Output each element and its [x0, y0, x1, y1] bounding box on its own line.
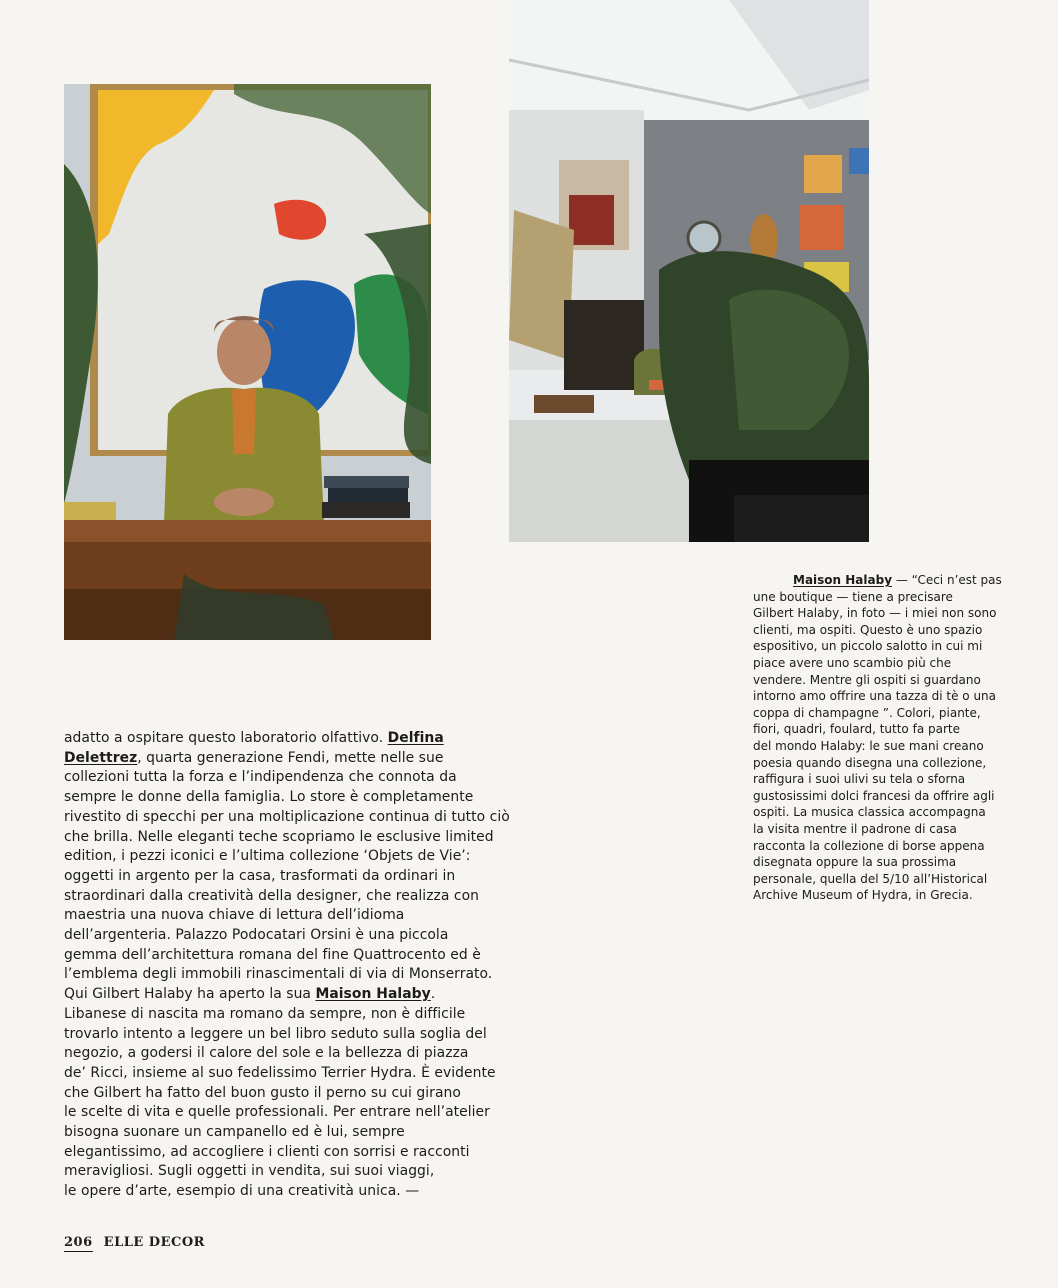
text-run: Libanese di nascita ma romano da sempre, non è difficile — [64, 1005, 466, 1022]
caption-line — [753, 705, 1011, 722]
caption-line — [753, 821, 1011, 838]
text-run: . — [430, 986, 436, 1003]
caption-line — [753, 721, 1011, 738]
publication-name: ELLE DECOR — [103, 1235, 205, 1250]
text-run: che Gilbert ha fatto del buon gusto il perno su cui girano — [64, 1084, 461, 1101]
text-run: clienti, ma ospiti. Questo è uno spazio — [753, 622, 983, 637]
caption-line — [753, 622, 1011, 639]
text-run: elegantissimo, ad accogliere i clienti con sorrisi e racconti — [64, 1143, 470, 1160]
article-line — [64, 1143, 508, 1163]
interior-illustration — [509, 0, 869, 542]
text-run: collezioni tutta la forza e l’indipendenza che connota da — [64, 769, 457, 786]
interior-photo — [509, 0, 869, 542]
article-line — [64, 1123, 508, 1143]
caption-line — [753, 688, 1011, 705]
photo-caption — [753, 572, 1011, 904]
text-run: gustosissimi dolci francesi da offrire agli — [753, 788, 995, 803]
article-line — [64, 965, 508, 985]
text-run: straordinari dalla creatività della designer, che realizza con — [64, 887, 479, 904]
article-line — [64, 946, 508, 966]
text-run: la visita mentre il padrone di casa — [753, 821, 957, 836]
text-run: disegnata oppure la sua prossima — [753, 855, 957, 870]
article-line — [64, 1162, 508, 1182]
bold-name: Maison Halaby — [793, 573, 893, 587]
caption-line — [753, 605, 1011, 622]
text-run: maestria una nuova chiave di lettura dell’idioma — [64, 907, 405, 924]
text-run: raffigura i suoi ulivi su tela o sforna — [753, 772, 966, 787]
article-line — [64, 867, 508, 887]
portrait-photo — [64, 84, 431, 640]
text-run: gemma dell’architettura romana del fine Quattrocento ed è — [64, 946, 481, 963]
text-run: coppa di champagne ”. Colori, piante, — [753, 705, 981, 720]
text-run: rivestito di specchi per una moltiplicazione continua di tutto ciò — [64, 808, 510, 825]
article-line — [64, 729, 508, 749]
bold-name: Delfina — [387, 730, 444, 746]
caption-line — [753, 771, 1011, 788]
text-run: fiori, quadri, foulard, tutto fa parte — [753, 722, 960, 737]
caption-line — [753, 838, 1011, 855]
text-run: Archive Museum of Hydra, in Grecia. — [753, 888, 973, 903]
text-run: negozio, a godersi il calore del sole e la bellezza di piazza — [64, 1045, 469, 1062]
text-run: ospiti. La musica classica accompagna — [753, 805, 986, 820]
article-line — [64, 1025, 508, 1045]
bold-name: Delettrez — [64, 749, 138, 766]
article-line — [64, 808, 508, 828]
caption-line — [753, 589, 1011, 606]
article-line — [64, 768, 508, 788]
text-run: intorno amo offrire una tazza di tè o una — [753, 689, 997, 704]
caption-line — [753, 738, 1011, 755]
article-line — [64, 1103, 508, 1123]
text-run: edition, i pezzi iconici e l’ultima collezione ‘Objets de Vie’: — [64, 848, 471, 865]
text-run: personale, quella del 5/10 all’Historical — [753, 871, 988, 886]
article-line — [64, 828, 508, 848]
text-run: espositivo, un piccolo salotto in cui mi — [753, 639, 983, 654]
text-run: sempre le donne della famiglia. Lo store è completamente — [64, 789, 474, 806]
text-run: oggetti in argento per la casa, trasformati da ordinari in — [64, 867, 456, 884]
text-run: le scelte di vita e quelle professionali. Per entrare nell’atelier — [64, 1104, 490, 1121]
text-run: che brilla. Nelle eleganti teche scopriamo le esclusive limited — [64, 828, 494, 845]
article-line — [64, 985, 508, 1005]
text-run: de’ Ricci, insieme al suo fedelissimo Terrier Hydra. È evidente — [64, 1064, 496, 1081]
text-run: , quarta generazione Fendi, mette nelle sue — [137, 749, 444, 766]
text-run: une boutique — tiene a precisare — [753, 589, 953, 604]
text-run: poesia quando disegna una collezione, — [753, 755, 987, 770]
caption-line — [753, 871, 1011, 888]
article-line — [64, 887, 508, 907]
caption-line — [753, 788, 1011, 805]
article-line — [64, 906, 508, 926]
article-line — [64, 1084, 508, 1104]
caption-line — [753, 854, 1011, 871]
caption-line — [753, 755, 1011, 772]
article-line — [64, 749, 508, 769]
bold-name: Maison Halaby — [315, 986, 431, 1003]
text-run: Gilbert Halaby, in foto — i miei non sono — [753, 606, 997, 621]
article-line — [64, 847, 508, 867]
caption-line — [753, 655, 1011, 672]
article-line — [64, 1005, 508, 1025]
caption-line — [753, 672, 1011, 689]
caption-line — [753, 638, 1011, 655]
article-line — [64, 1182, 508, 1202]
text-run: trovarlo intento a leggere un bel libro seduto sulla soglia del — [64, 1025, 487, 1042]
article-body — [64, 729, 508, 1202]
page-footer — [64, 1235, 205, 1250]
text-run: meravigliosi. Sugli oggetti in vendita, sui suoi viaggi, — [64, 1163, 435, 1180]
text-run: del mondo Halaby: le sue mani creano — [753, 738, 984, 753]
text-run: racconta la collezione di borse appena — [753, 838, 985, 853]
text-run: piace avere uno scambio più che — [753, 655, 952, 670]
caption-line — [753, 887, 1011, 904]
article-line — [64, 1064, 508, 1084]
text-run: bisogna suonare un campanello ed è lui, sempre — [64, 1124, 405, 1141]
text-run: dell’argenteria. Palazzo Podocatari Orsini è una piccola — [64, 927, 449, 944]
caption-line — [753, 572, 1011, 589]
article-line — [64, 926, 508, 946]
text-run: vendere. Mentre gli ospiti si guardano — [753, 672, 981, 687]
text-run: le opere d’arte, esempio di una creatività unica. — — [64, 1183, 420, 1200]
caption-line — [753, 804, 1011, 821]
text-run: l’emblema degli immobili rinascimentali di via di Monserrato. — [64, 966, 493, 983]
text-run: Qui Gilbert Halaby ha aperto la sua — [64, 986, 316, 1003]
page-number: 206 — [64, 1235, 93, 1250]
article-line — [64, 1044, 508, 1064]
portrait-illustration — [64, 84, 431, 640]
article-line — [64, 788, 508, 808]
text-run: — “Ceci n’est pas — [892, 573, 1002, 587]
text-run: adatto a ospitare questo laboratorio olfattivo. — [64, 730, 388, 746]
